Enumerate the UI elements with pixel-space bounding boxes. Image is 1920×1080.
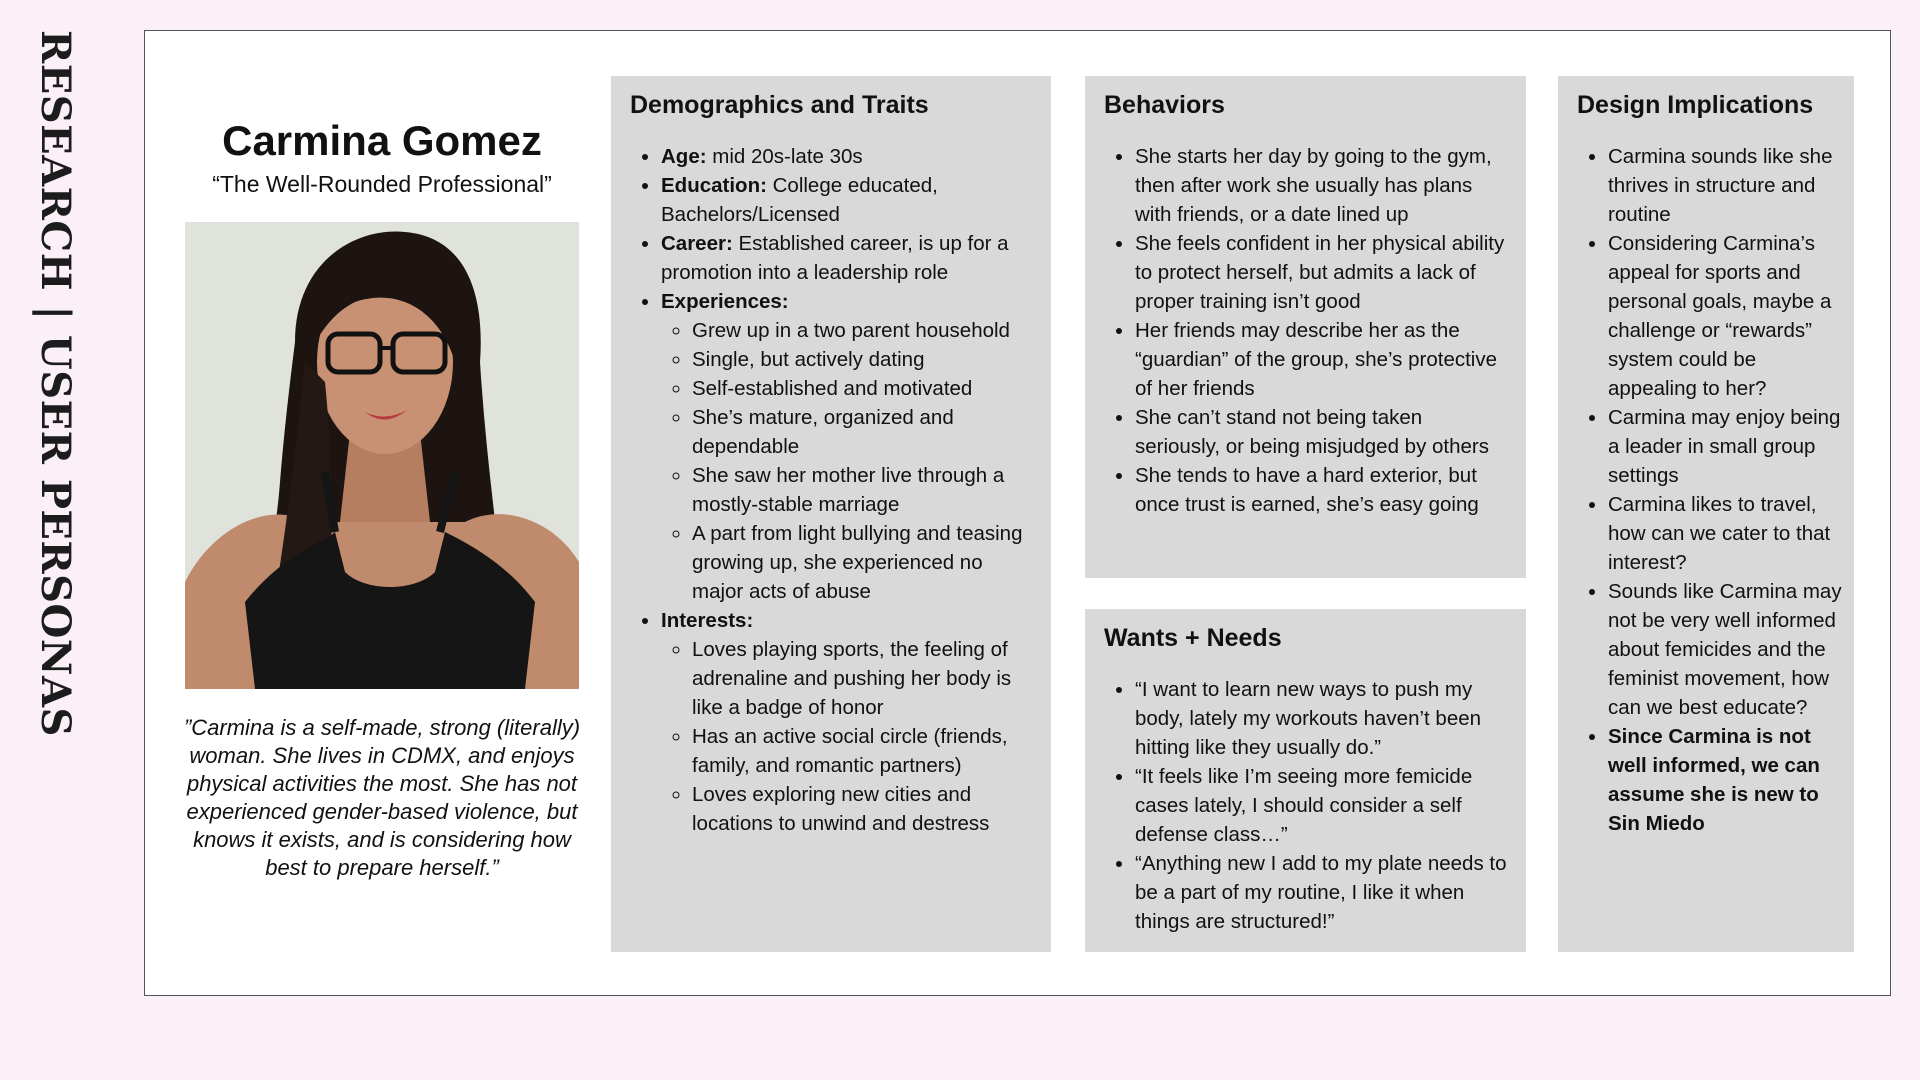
list-item-bold [1608, 722, 1842, 838]
age-value: mid 20s-late 30s [706, 145, 863, 168]
list-item: • She tends to have a hard exterior, but once trust is earned, she’s easy going [1135, 461, 1510, 519]
persona-name: Carmina Gomez [222, 117, 542, 164]
interests-label: Interests: [661, 609, 754, 632]
persona-photo [185, 222, 579, 689]
behaviors-title: Behaviors [1104, 91, 1225, 119]
persona-tagline: “The Well-Rounded Professional” [212, 171, 552, 197]
list-item: • “Anything new I add to my plate needs to be a part of my routine, I like it when things are structured!” [1135, 849, 1510, 936]
list-item: • Carmina may enjoy being a leader in small group settings [1608, 403, 1842, 490]
interests-list [661, 635, 1035, 838]
list-item: • Sounds like Carmina may not be very well informed about femicides and the feminist movement, how can we best educate? [1608, 577, 1842, 722]
design-implications-list [1577, 142, 1842, 838]
list-item: • She starts her day by going to the gym, then after work she usually has plans with friends, or a date lined up [1135, 142, 1510, 229]
age-item [661, 142, 1035, 171]
list-item: ◦ Single, but actively dating [692, 345, 1035, 374]
demographics-panel [611, 76, 1051, 952]
list-item: • Her friends may describe her as the “guardian” of the group, she’s protective of her friends [1135, 316, 1510, 403]
demographics-list [630, 142, 1035, 838]
list-item: • She feels confident in her physical ability to protect herself, but admits a lack of proper training isn’t good [1135, 229, 1510, 316]
career-item [661, 229, 1035, 287]
list-item: ◦ Loves exploring new cities and locations to unwind and destress [692, 780, 1035, 838]
side-title: RESEARCH | USER PERSONAS [32, 30, 79, 737]
education-label: Education: [661, 174, 767, 197]
experiences-label: Experiences: [661, 290, 789, 313]
list-item: ◦ Self-established and motivated [692, 374, 1035, 403]
bold-implication: Since Carmina is not well informed, we can assume she is new to Sin Miedo [1608, 725, 1820, 835]
age-label: Age: [661, 145, 707, 168]
persona-profile [182, 116, 582, 882]
list-item: ◦ Loves playing sports, the feeling of adrenaline and pushing her body is like a badge of honor [692, 635, 1035, 722]
list-item: ◦ She saw her mother live through a mostly-stable marriage [692, 461, 1035, 519]
persona-card [144, 30, 1891, 996]
experiences-list [661, 316, 1035, 606]
list-item: • She can’t stand not being taken seriously, or being misjudged by others [1135, 403, 1510, 461]
interests-item [661, 606, 1035, 838]
career-value: Established career, is up for a promotion into a leadership role [661, 232, 1009, 284]
list-item: ◦ She’s mature, organized and dependable [692, 403, 1035, 461]
behaviors-list [1104, 142, 1510, 519]
education-item [661, 171, 1035, 229]
design-implications-panel [1558, 76, 1854, 952]
wants-needs-panel [1085, 609, 1526, 952]
list-item: ◦ Has an active social circle (friends, family, and romantic partners) [692, 722, 1035, 780]
list-item: • Carmina sounds like she thrives in structure and routine [1608, 142, 1842, 229]
behaviors-panel [1085, 76, 1526, 578]
design-implications-title: Design Implications [1577, 91, 1814, 119]
wants-needs-title: Wants + Needs [1104, 624, 1282, 652]
list-item: • Carmina likes to travel, how can we cater to that interest? [1608, 490, 1842, 577]
demographics-title: Demographics and Traits [630, 91, 929, 119]
list-item: ◦ Grew up in a two parent household [692, 316, 1035, 345]
career-label: Career: [661, 232, 733, 255]
experiences-item [661, 287, 1035, 606]
wants-needs-list [1104, 675, 1510, 936]
persona-portrait-illustration [185, 222, 579, 689]
persona-quote: ”Carmina is a self-made, strong (literally) woman. She lives in CDMX, and enjoys physical activities the most. She has not experienced gender-based violence, but knows it exists, and is considering how best to prepare herself.” [183, 715, 581, 880]
list-item: • Considering Carmina’s appeal for sports and personal goals, maybe a challenge or “rewards” system could be appealing to her? [1608, 229, 1842, 403]
education-value: College educated, Bachelors/Licensed [661, 174, 938, 226]
list-item: ◦ A part from light bullying and teasing growing up, she experienced no major acts of abuse [692, 519, 1035, 606]
list-item: • “I want to learn new ways to push my body, lately my workouts haven’t been hitting like they usually do.” [1135, 675, 1510, 762]
list-item: • “It feels like I’m seeing more femicide cases lately, I should consider a self defense class…” [1135, 762, 1510, 849]
